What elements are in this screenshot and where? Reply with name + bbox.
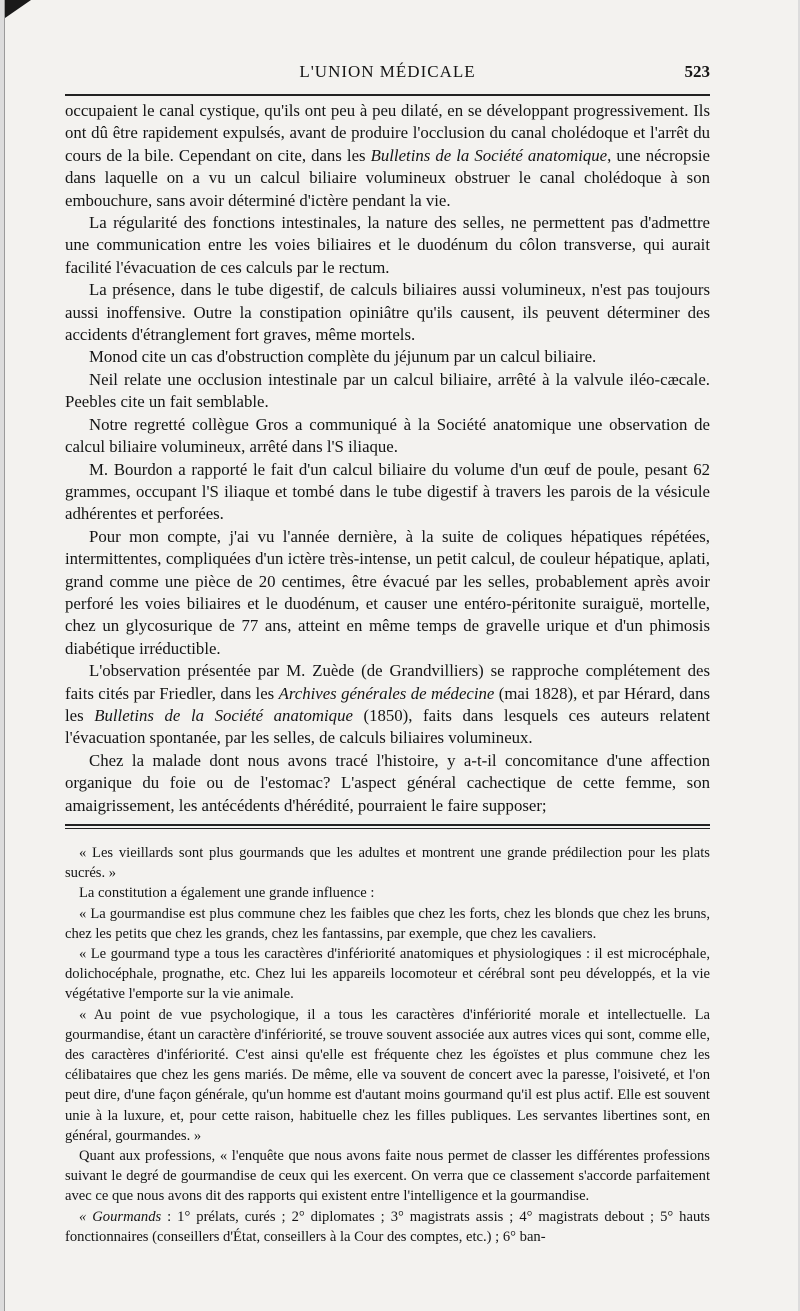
journal-title: Bulletins de la Société anatomique <box>370 145 608 165</box>
page-header <box>65 62 710 86</box>
paragraph: Chez la malade dont nous avons tracé l'histoire, y a-t-il concomitance d'une affection organique du foie ou de l'estomac? L'aspect général cachectique de cette femme, son amaigrissement, les antécédents d'hérédité, pourraient le faire supposer; <box>65 750 710 815</box>
journal-title: Archives générales de médecine <box>278 683 495 703</box>
header-rule <box>65 94 710 96</box>
paragraph: La régularité des fonctions intestinales, la nature des selles, ne permettent pas d'admettre une communication entre les voies biliaires et le duodénum du côlon transverse, qui aurait facilité l'évacuation de ces calculs par le rectum. <box>65 213 710 277</box>
note-paragraph: Quant aux professions, « l'enquête que nous avons faite nous permet de classer les différentes professions suivant le degré de gourmandise de ceux qui les exercent. On verra que ce classement s'accorde parfaitement avec ce que nous avons dit des rapports qui existent entre l'intelligence et la gourmandise. <box>65 1148 710 1205</box>
footnotes <box>65 843 710 1247</box>
paragraph: Notre regretté collègue Gros a communiqué à la Société anatomique une observation de calcul biliaire volumineux, arrêté dans l'S iliaque. <box>65 414 710 457</box>
note-paragraph: « Gourmands : 1° prélats, curés ; 2° diplomates ; 3° magistrats assis ; 4° magistrats debout ; 5° hauts fonctionnaires (conseillers d'État, conseillers à la Cour des comptes, etc.) ; 6° ban- <box>65 1208 710 1245</box>
paragraph: occupaient le canal cystique, qu'ils ont peu à peu dilaté, en se développant progressivement. Ils ont dû être rapidement expulsés, avant de produire l'occlusion du canal cholédoque et l'arrêt du cours de la bile. Cependant on cite, dans les Bulletins de la Société anatomique, une nécropsie dans laquelle on a vu un calcul biliaire volumineux obstruer le canal cholédoque à son embouchure, sans avoir déterminé d'ictère pendant la vie. <box>65 101 710 210</box>
italic-term: « Gourmands <box>79 1208 162 1225</box>
page-number: 523 <box>684 62 710 81</box>
paragraph: Monod cite un cas d'obstruction complète du jéjunum par un calcul biliaire. <box>89 347 597 367</box>
running-title: L'UNION MÉDICALE <box>299 62 476 81</box>
footnote-separator <box>65 824 710 829</box>
journal-title: Bulletins de la Société anatomique <box>94 705 353 725</box>
note-paragraph: « Les vieillards sont plus gourmands que les adultes et montrent une grande prédilection pour les plats sucrés. » <box>65 845 710 882</box>
main-text <box>65 100 710 817</box>
paragraph: Neil relate une occlusion intestinale par un calcul biliaire, arrêté à la valvule iléo-cæcale. Peebles cite un fait semblable. <box>65 369 710 412</box>
page-corner-shadow <box>5 0 31 18</box>
note-paragraph: La constitution a également une grande influence : <box>79 885 375 902</box>
note-paragraph: « La gourmandise est plus commune chez les faibles que chez les forts, chez les blonds que chez les bruns, chez les petits que chez les grands, chez les fantassins, par exemple, que chez les cavaliers. <box>65 905 710 942</box>
paragraph: Pour mon compte, j'ai vu l'année dernière, à la suite de coliques hépatiques répétées, intermittentes, compliquées d'un ictère très-intense, un petit calcul, de couleur hépatique, aplati, grand comme une pièce de 20 centimes, être évacué par les selles, probablement après avoir perforé les voies biliaires et le duodénum, et causer une entéro-péritonite suraiguë, mortelle, chez un glycosurique de 77 ans, atteint en même temps de gravelle urique et d'un phimosis diabétique irréductible. <box>65 526 710 658</box>
paragraph: La présence, dans le tube digestif, de calculs biliaires aussi volumineux, n'est pas toujours aussi inoffensive. Outre la constipation opiniâtre qu'ils causent, ils peuvent déterminer des accidents d'étranglement fort graves, même mortels. <box>65 280 710 345</box>
note-paragraph: « Au point de vue psychologique, il a tous les caractères d'infériorité morale et intellectuelle. La gourmandise, étant un caractère d'infériorité, se trouve souvent associée aux autres vices qui sont, comme elle, des caractères d'infériorité. C'est ainsi qu'elle est fréquente chez les égoïstes et plus commune chez les célibataires que chez les gens mariés. De même, elle va souvent de concert avec la paresse, l'oisiveté, et l'on peut dire, d'une façon générale, qu'un homme est d'autant moins gourmand qu'il est plus actif. Elle est souvent unie à la luxure, et, pour cette raison, habituelle chez les filles publiques. Les servantes libertines sont, en général, gourmandes. » <box>65 1006 710 1144</box>
document-page <box>4 0 798 1311</box>
note-paragraph: « Le gourmand type a tous les caractères d'infériorité anatomiques et physiologiques : il est microcéphale, dolichocéphale, prognathe, etc. Chez lui les appareils locomoteur et cérébral sont peu développés, et la vie végétative l'emporte sur la vie animale. <box>65 946 710 1003</box>
paragraph: L'observation présentée par M. Zuède (de Grandvilliers) se rapproche complétement des faits cités par Friedler, dans les Archives générales de médecine (mai 1828), et par Hérard, dans les Bulletins de la Société anatomique (1850), faits dans lesquels ces auteurs relatent l'évacuation spontanée, par les selles, de calculs biliaires volumineux. <box>65 661 710 748</box>
paragraph: M. Bourdon a rapporté le fait d'un calcul biliaire du volume d'un œuf de poule, pesant 62 grammes, occupant l'S iliaque et tombé dans le tube digestif à travers les parois de la vésicule adhérentes et perforées. <box>65 459 710 524</box>
